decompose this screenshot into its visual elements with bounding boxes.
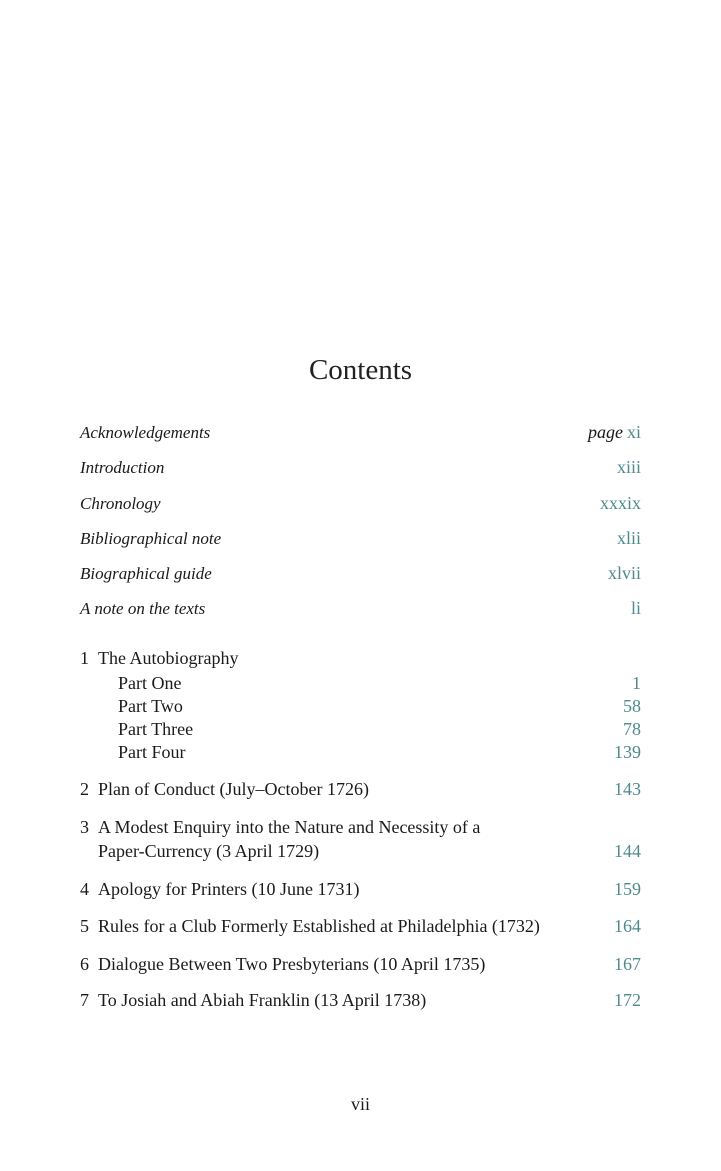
chapter-number: 6	[80, 954, 89, 974]
toc-chapter-3-continued[interactable]	[80, 839, 641, 863]
chapter-number: 4	[80, 879, 89, 899]
chapter-number: 3	[80, 817, 89, 837]
toc-page-number: 58	[623, 696, 641, 716]
part-label: Part Three	[118, 719, 194, 739]
toc-label: A note on the texts	[80, 599, 206, 618]
chapter-title: Rules for a Club Formerly Established at Philadelphia (1732)	[98, 916, 540, 936]
toc-chapter-4[interactable]	[80, 877, 641, 901]
toc-part-four[interactable]	[80, 740, 641, 764]
part-label: Part Two	[118, 696, 183, 716]
toc-page-number: 159	[614, 879, 641, 899]
chapter-title: Plan of Conduct (July–October 1726)	[98, 779, 369, 799]
toc-page-number: 139	[614, 742, 641, 762]
toc-chapter-6[interactable]	[80, 952, 641, 976]
toc-label: Introduction	[80, 458, 165, 477]
toc-part-two[interactable]	[80, 694, 641, 718]
toc-entry-acknowledgements[interactable]	[80, 420, 641, 445]
toc-label: Bibliographical note	[80, 529, 222, 548]
toc-page-number: 164	[614, 916, 641, 936]
chapter-title: To Josiah and Abiah Franklin (13 April 1738)	[98, 990, 427, 1010]
contents-title: Contents	[308, 354, 413, 386]
toc-page-number: 1	[632, 673, 641, 693]
toc-page-number: xi	[626, 422, 641, 442]
toc-part-three[interactable]	[80, 717, 641, 741]
chapter-title: Dialogue Between Two Presbyterians (10 April 1735)	[98, 954, 486, 974]
chapter-number: 5	[80, 916, 89, 936]
toc-page-number: li	[630, 598, 641, 618]
chapter-number: 7	[80, 990, 89, 1010]
toc-page-number: 78	[623, 719, 641, 739]
toc-page-ref	[588, 420, 641, 444]
chapter-title: The Autobiography	[98, 648, 239, 668]
toc-part-one[interactable]	[80, 671, 641, 695]
toc-page-number: xxxix	[599, 493, 641, 513]
chapter-number: 1	[80, 648, 89, 668]
toc-page-number: 143	[614, 779, 641, 799]
toc-chapter-2[interactable]	[80, 777, 641, 801]
toc-label: Chronology	[80, 494, 161, 513]
toc-page-number: 172	[614, 990, 641, 1010]
toc-label: Biographical guide	[80, 564, 212, 583]
toc-entry-chronology[interactable]	[80, 491, 641, 516]
toc-entry-bibliographical-note[interactable]	[80, 526, 641, 551]
toc-chapter-1[interactable]	[80, 646, 641, 670]
toc-label: Acknowledgements	[80, 423, 211, 442]
toc-chapter-7[interactable]	[80, 988, 641, 1012]
chapter-title-line2: Paper-Currency (3 April 1729)	[98, 841, 320, 861]
toc-entry-note-on-texts[interactable]	[80, 596, 641, 621]
toc-page-number: 144	[614, 841, 641, 861]
page-folio: vii	[350, 1094, 370, 1114]
toc-page-number: xiii	[616, 457, 641, 477]
toc-entry-biographical-guide[interactable]	[80, 561, 641, 586]
chapter-number: 2	[80, 779, 89, 799]
part-label: Part One	[118, 673, 182, 693]
toc-chapter-5[interactable]	[80, 914, 641, 938]
page-prefix: page	[587, 422, 623, 442]
toc-page-number: xlii	[616, 528, 641, 548]
toc-chapter-3[interactable]	[80, 815, 641, 839]
toc-page-number: xlvii	[607, 563, 641, 583]
toc-entry-introduction[interactable]	[80, 455, 641, 480]
chapter-title: Apology for Printers (10 June 1731)	[98, 879, 360, 899]
toc-page-number: 167	[614, 954, 641, 974]
part-label: Part Four	[118, 742, 186, 762]
chapter-title-line1: A Modest Enquiry into the Nature and Necessity of a	[98, 817, 481, 837]
